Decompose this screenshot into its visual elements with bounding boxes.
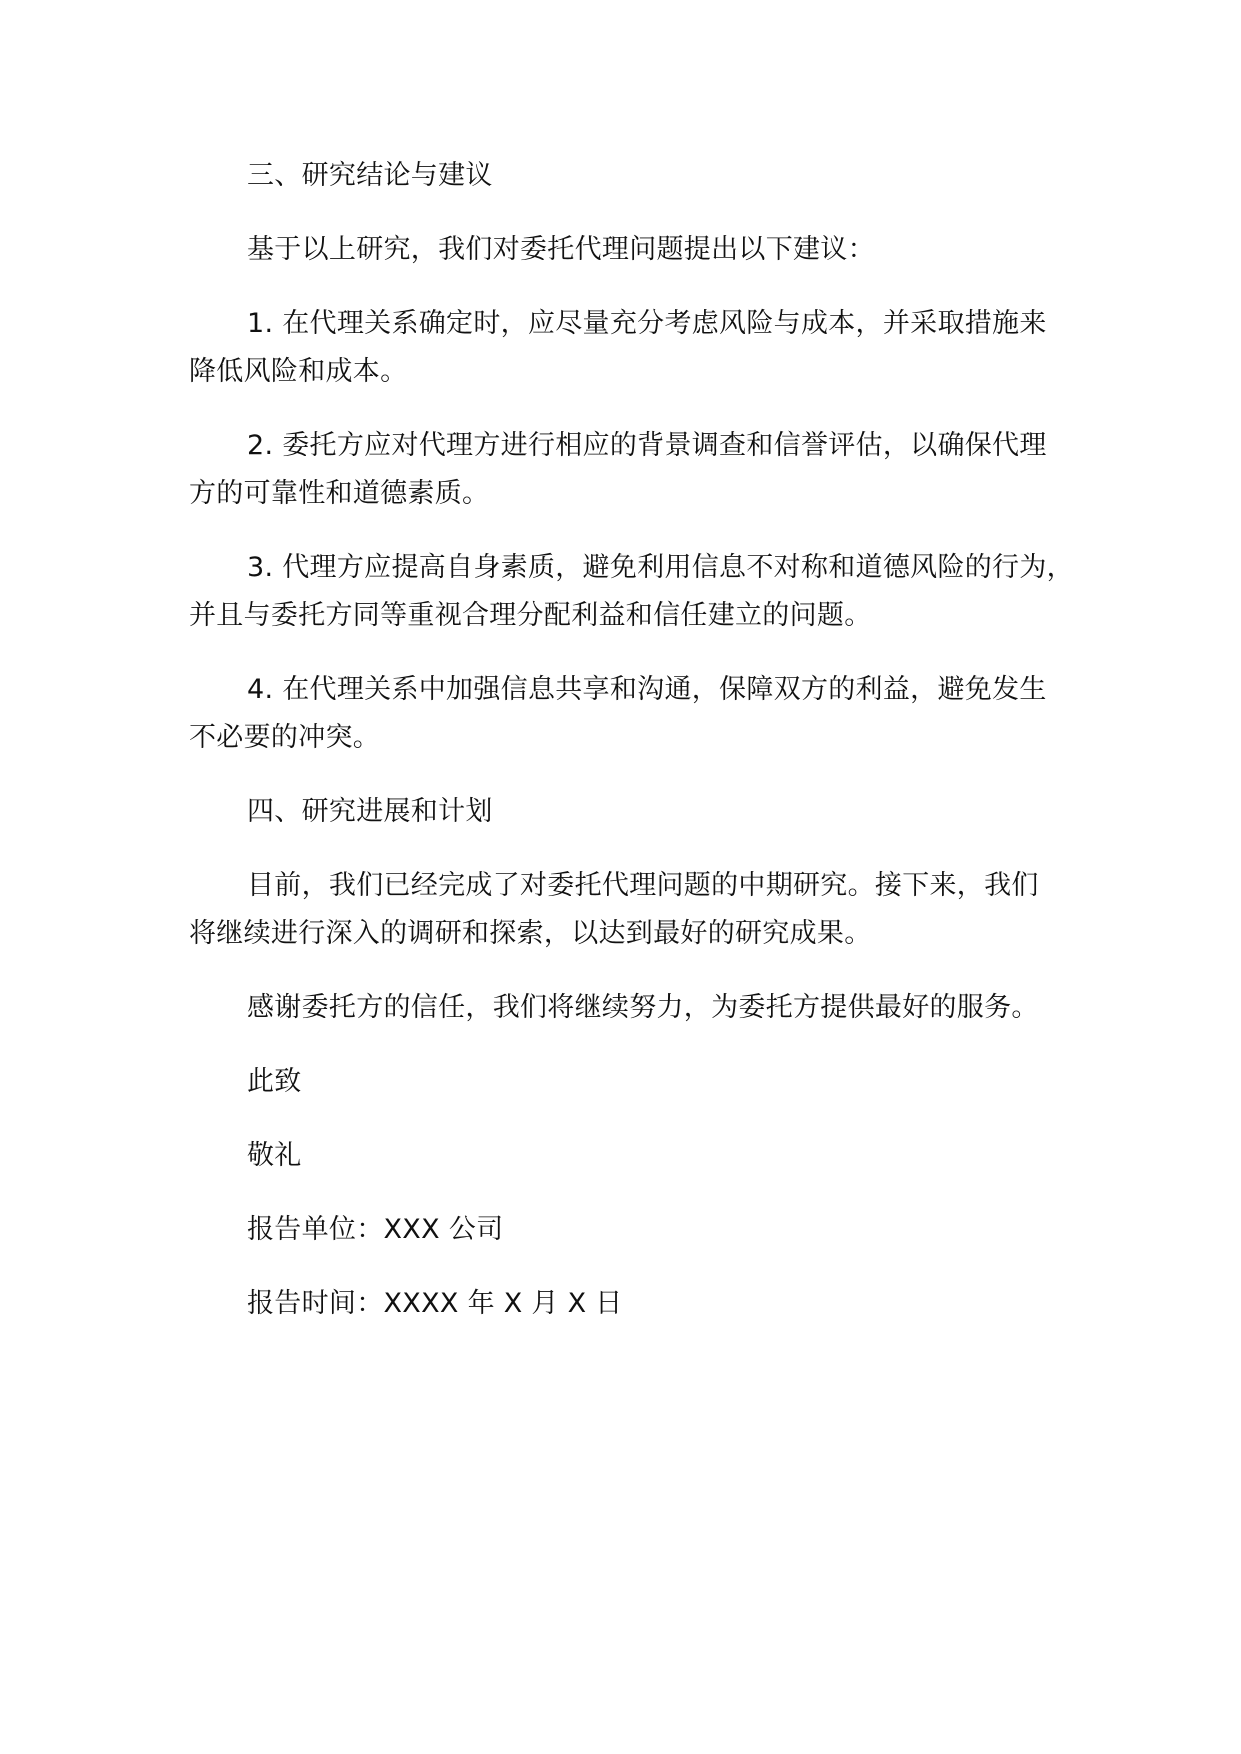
recommendation-3-line-1: 3. 代理方应提高自身素质，避免利用信息不对称和道德风险的行为， bbox=[247, 552, 1074, 583]
progress-line-1: 目前，我们已经完成了对委托代理问题的中期研究。接下来，我们 bbox=[247, 870, 1039, 901]
recommendation-4-line-1: 4. 在代理关系中加强信息共享和沟通，保障双方的利益，避免发生 bbox=[247, 674, 1047, 705]
recommendation-2-line-1: 2. 委托方应对代理方进行相应的背景调查和信誉评估，以确保代理 bbox=[247, 430, 1047, 461]
progress-paragraph bbox=[189, 862, 1089, 958]
recommendation-item-2 bbox=[189, 422, 1089, 518]
salutation-2-text: 敬礼 bbox=[247, 1140, 302, 1171]
recommendation-1-line-2: 降低风险和成本。 bbox=[189, 356, 408, 387]
recommendation-1-line-1: 1. 在代理关系确定时，应尽量充分考虑风险与成本，并采取措施来 bbox=[247, 308, 1047, 339]
salutation-1-text: 此致 bbox=[247, 1066, 302, 1097]
section-3-intro-text: 基于以上研究，我们对委托代理问题提出以下建议： bbox=[247, 234, 875, 265]
closing-salutation-1 bbox=[189, 1058, 1089, 1106]
report-date-text: 报告时间：XXXX 年 X 月 X 日 bbox=[247, 1288, 623, 1319]
section-3-heading bbox=[189, 152, 1089, 200]
report-date bbox=[189, 1280, 1089, 1328]
recommendation-4-line-2: 不必要的冲突。 bbox=[189, 722, 381, 753]
recommendation-2-line-2: 方的可靠性和道德素质。 bbox=[189, 478, 490, 509]
section-3-intro bbox=[189, 226, 1089, 274]
recommendation-item-4 bbox=[189, 666, 1089, 762]
section-3-heading-text: 三、研究结论与建议 bbox=[247, 160, 493, 191]
recommendation-3-line-2: 并且与委托方同等重视合理分配利益和信任建立的问题。 bbox=[189, 600, 872, 631]
recommendation-item-3 bbox=[189, 544, 1089, 640]
report-unit bbox=[189, 1206, 1089, 1254]
section-4-heading bbox=[189, 788, 1089, 836]
thanks-text: 感谢委托方的信任，我们将继续努力，为委托方提供最好的服务。 bbox=[247, 992, 1039, 1023]
recommendation-item-1 bbox=[189, 300, 1089, 396]
report-unit-text: 报告单位：XXX 公司 bbox=[247, 1214, 504, 1245]
progress-line-2: 将继续进行深入的调研和探索，以达到最好的研究成果。 bbox=[189, 918, 872, 949]
section-4-heading-text: 四、研究进展和计划 bbox=[247, 796, 493, 827]
closing-salutation-2 bbox=[189, 1132, 1089, 1180]
document-body bbox=[189, 152, 1089, 1354]
thanks-paragraph bbox=[189, 984, 1089, 1032]
